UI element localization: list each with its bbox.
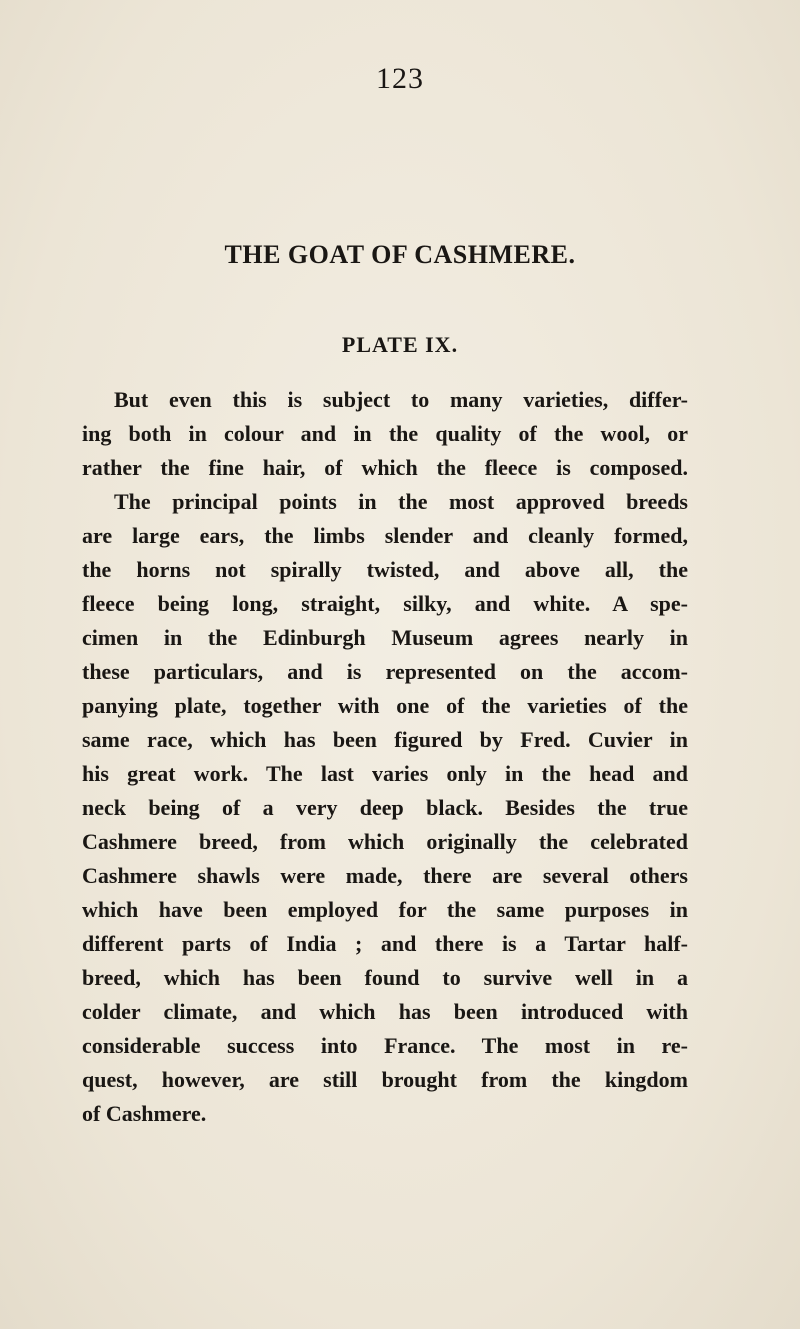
paragraph-line: considerable success into France. The most in re- [82,1033,688,1058]
plate-heading: PLATE IX. [341,332,459,357]
paragraph-line: Cashmere shawls were made, there are several others [82,863,688,888]
paragraph-line: the horns not spirally twisted, and above all, the [82,557,688,582]
paragraph-line: fleece being long, straight, silky, and white. A spe- [82,591,688,616]
paragraph-line: panying plate, together with one of the varieties of the [82,693,688,718]
paragraph-line: these particulars, and is represented on the accom- [82,659,688,684]
paragraph-line: are large ears, the limbs slender and cleanly formed, [82,523,688,548]
paragraph-line: The principal points in the most approved breeds [114,489,688,514]
paragraph-line: of Cashmere. [82,1101,207,1126]
chapter-title: THE GOAT OF CASHMERE. [224,240,576,269]
paragraph-line: Cashmere breed, from which originally the celebrated [82,829,688,854]
paragraph-line: different parts of India ; and there is a Tartar half- [82,931,688,956]
paragraph-line: quest, however, are still brought from the kingdom [82,1067,688,1092]
paragraph-line: ing both in colour and in the quality of the wool, or [82,421,688,446]
paragraph-line: which have been employed for the same purposes in [82,897,688,922]
paragraph-line: his great work. The last varies only in the head and [82,761,688,786]
paragraph-line: cimen in the Edinburgh Museum agrees nearly in [82,625,688,650]
paragraph-line: neck being of a very deep black. Besides the true [82,795,688,820]
body-paragraph [82,383,688,1131]
page-number: 123 [376,62,424,95]
paragraph-line: But even this is subject to many varieties, differ- [114,387,688,412]
paragraph-line: same race, which has been figured by Fred. Cuvier in [82,727,688,752]
paragraph-line: breed, which has been found to survive well in a [82,965,688,990]
paragraph-line: rather the fine hair, of which the fleece is composed. [82,455,688,480]
paragraph-line: colder climate, and which has been introduced with [82,999,688,1024]
